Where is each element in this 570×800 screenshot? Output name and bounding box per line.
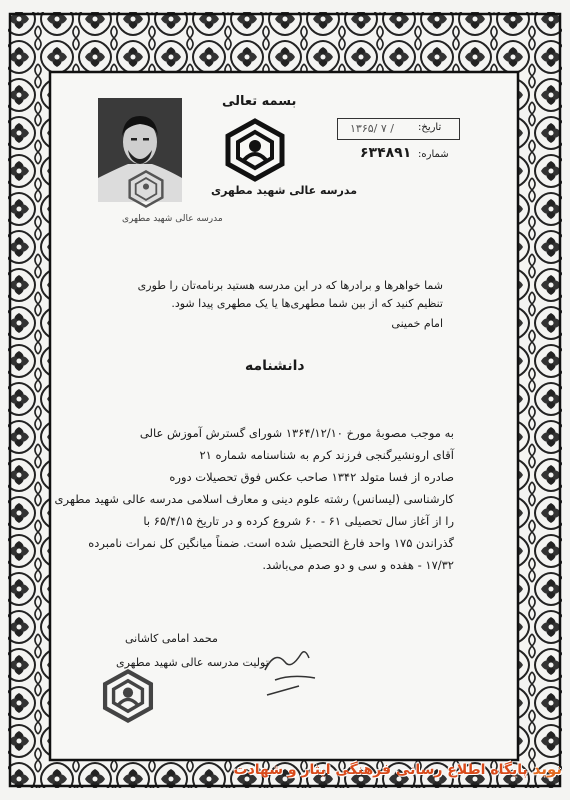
body-line-3: صادره از فسا متولد ۱۳۴۲ صاحب عکس فوق تحصیلات دوره: [169, 470, 454, 484]
school-logo: [222, 118, 288, 182]
date-value: ۱۳۶۵/ ۷ /: [350, 122, 394, 135]
body-line-4: کارشناسی (لیسانس) رشته علوم دینی و معارف اسلامی مدرسه عالی شهید مطهری: [54, 492, 454, 506]
body-line-7: ۱۷/۳۲ - هفده و سی و دو صدم می‌باشد.: [262, 558, 454, 572]
photo-stamp-text: مدرسه عالی شهید مطهری: [122, 214, 223, 224]
body-line-1: به موجب مصوبهٔ مورخ ۱۳۶۴/۱۲/۱۰ شورای گسترش آموزش عالی: [139, 426, 454, 440]
handwritten-signature: [255, 640, 325, 700]
body-line-5: را از آغاز سال تحصیلی ۶۱ - ۶۰ شروع کرده و در تاریخ ۶۵/۴/۱۵ با: [143, 514, 454, 528]
school-seal: [100, 668, 156, 724]
certificate-title: دانشنامه: [245, 358, 305, 374]
watermark-brand: نوید: [532, 760, 562, 778]
school-name: مدرسه عالی شهید مطهری: [211, 184, 358, 197]
body-line-6: گذراندن ۱۷۵ واحد فارغ التحصیل شده است. ضمناً میانگین کل نمرات نامبرده: [88, 536, 454, 550]
quote-author: امام خمینی: [391, 317, 443, 330]
date-label: تاریخ:: [418, 122, 442, 133]
watermark-site: پایگاه اطلاع رسانی فرهنگی ایثار و شهادت: [233, 762, 528, 778]
body-line-2: آقای ارونشیرگنجی فرزند کرم به شناسنامه شماره ۲۱: [199, 448, 454, 462]
number-label: شماره:: [418, 149, 449, 160]
number-value: ۶۳۴۸۹۱: [360, 145, 412, 161]
signer-title: تولیت مدرسه عالی شهید مطهری: [116, 656, 269, 669]
photo-stamp-logo: [126, 168, 166, 210]
signer-name: محمد امامی کاشانی: [125, 632, 218, 645]
bismillah-heading: بسمه تعالی: [222, 94, 297, 109]
quote-line-1: شما خواهرها و برادرها که در این مدرسه هستید برنامه‌تان را طوری: [137, 279, 443, 292]
site-watermark: [234, 760, 563, 778]
quote-line-2: تنظیم کنید که از بین شما مطهری‌ها یا یک مطهری پیدا شود.: [171, 297, 443, 310]
